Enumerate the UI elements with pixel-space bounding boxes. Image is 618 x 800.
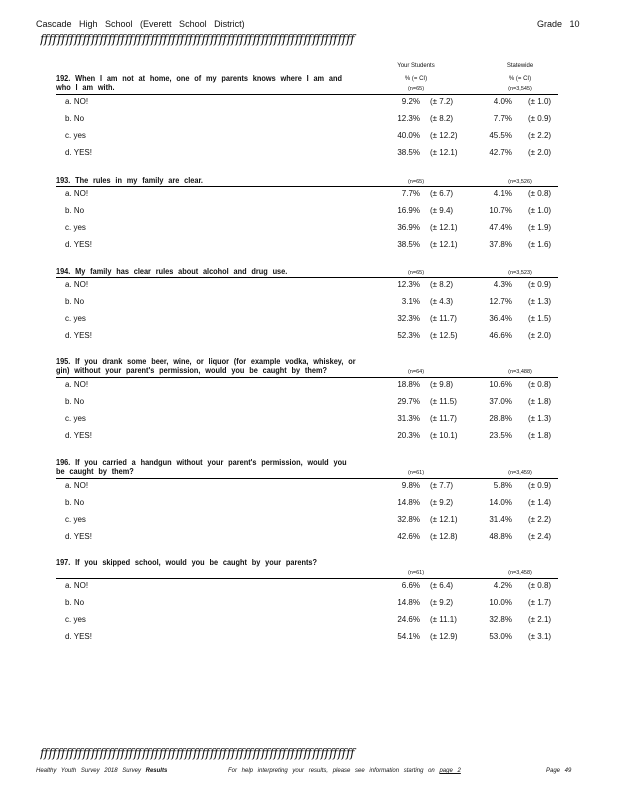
question-text: 196. If you carried a handgun without your parent's permission, would you be caught by them? bbox=[56, 458, 347, 476]
student-percent: 9.8% bbox=[401, 481, 420, 490]
footer-center: For help interpreting your results, please see information starting on page 2 bbox=[228, 768, 461, 774]
response-label: c. yes bbox=[65, 515, 86, 524]
response-label: b. No bbox=[65, 206, 85, 215]
statewide-percent: 7.7% bbox=[493, 114, 512, 123]
student-ci: (± 8.2) bbox=[430, 114, 454, 123]
n-statewide-label: (n=3,459) bbox=[508, 470, 532, 476]
student-percent: 42.6% bbox=[397, 532, 420, 541]
n-students-label: (n=61) bbox=[407, 470, 425, 476]
response-label: c. yes bbox=[65, 414, 86, 423]
n-statewide-label: (n=3,523) bbox=[508, 270, 532, 276]
question-divider bbox=[56, 377, 558, 378]
statewide-ci: (± 1.3) bbox=[528, 414, 552, 423]
response-label: a. NO! bbox=[65, 97, 89, 106]
statewide-percent: 14.0% bbox=[489, 498, 512, 507]
footer-left: Healthy Youth Survey 2018 Survey Results bbox=[36, 768, 168, 774]
statewide-ci: (± 2.0) bbox=[528, 331, 552, 340]
question-text: 192. When I am not at home, one of my parents knows where I am and who I am with. bbox=[56, 74, 342, 92]
statewide-percent: 28.8% bbox=[489, 414, 512, 423]
student-ci: (± 12.1) bbox=[430, 223, 458, 232]
response-label: c. yes bbox=[65, 314, 86, 323]
student-ci: (± 6.7) bbox=[430, 189, 454, 198]
student-percent: 6.6% bbox=[401, 581, 420, 590]
response-row bbox=[56, 189, 558, 201]
your-students-pct-header: % (= CI) bbox=[404, 76, 428, 82]
student-percent: 14.8% bbox=[397, 498, 420, 507]
student-percent: 36.9% bbox=[397, 223, 420, 232]
statewide-ci: (± 2.1) bbox=[528, 615, 552, 624]
response-label: d. YES! bbox=[65, 148, 92, 157]
question-divider bbox=[56, 186, 558, 187]
student-ci: (± 12.1) bbox=[430, 148, 458, 157]
statewide-ci: (± 0.8) bbox=[528, 380, 552, 389]
question-text: 193. The rules in my family are clear. bbox=[56, 176, 203, 185]
statewide-ci: (± 3.1) bbox=[528, 632, 552, 641]
student-percent: 12.3% bbox=[397, 114, 420, 123]
response-row bbox=[56, 515, 558, 527]
statewide-ci: (± 0.9) bbox=[528, 481, 552, 490]
student-ci: (± 9.2) bbox=[430, 598, 454, 607]
student-ci: (± 8.2) bbox=[430, 280, 454, 289]
statewide-ci: (± 1.0) bbox=[528, 206, 552, 215]
statewide-ci: (± 0.8) bbox=[528, 581, 552, 590]
statewide-ci: (± 1.8) bbox=[528, 397, 552, 406]
n-statewide-label: (n=3,488) bbox=[508, 369, 532, 375]
n-statewide-label: (n=3,458) bbox=[508, 570, 532, 576]
student-ci: (± 6.4) bbox=[430, 581, 454, 590]
statewide-ci: (± 1.7) bbox=[528, 598, 552, 607]
response-row bbox=[56, 581, 558, 593]
student-percent: 52.3% bbox=[397, 331, 420, 340]
response-row bbox=[56, 481, 558, 493]
statewide-ci: (± 0.9) bbox=[528, 280, 552, 289]
response-row bbox=[56, 114, 558, 126]
student-percent: 18.8% bbox=[397, 380, 420, 389]
response-row bbox=[56, 314, 558, 326]
question-divider bbox=[56, 94, 558, 95]
response-label: d. YES! bbox=[65, 532, 92, 541]
n-students-label: (n=65) bbox=[407, 270, 425, 276]
response-row bbox=[56, 131, 558, 143]
statewide-percent: 46.6% bbox=[489, 331, 512, 340]
student-percent: 14.8% bbox=[397, 598, 420, 607]
response-label: d. YES! bbox=[65, 331, 92, 340]
student-percent: 32.3% bbox=[397, 314, 420, 323]
statewide-percent: 4.1% bbox=[493, 189, 512, 198]
statewide-ci: (± 2.2) bbox=[528, 131, 552, 140]
response-row bbox=[56, 97, 558, 109]
grade-label: Grade 10 bbox=[537, 19, 580, 29]
response-row bbox=[56, 240, 558, 252]
student-ci: (± 7.2) bbox=[430, 97, 454, 106]
response-row bbox=[56, 380, 558, 392]
response-row bbox=[56, 331, 558, 343]
n-students-label: (n=65) bbox=[407, 86, 425, 92]
statewide-percent: 32.8% bbox=[489, 615, 512, 624]
decorative-rule-bottom: ffffffffffffffffffffffffffffffffffffffffffffffffffffffffffffffffffffffffff bbox=[40, 746, 355, 760]
response-label: b. No bbox=[65, 397, 85, 406]
question-divider bbox=[56, 578, 558, 579]
response-row bbox=[56, 414, 558, 426]
student-percent: 7.7% bbox=[401, 189, 420, 198]
statewide-ci: (± 0.9) bbox=[528, 114, 552, 123]
response-label: a. NO! bbox=[65, 380, 89, 389]
question-divider bbox=[56, 478, 558, 479]
response-label: b. No bbox=[65, 114, 85, 123]
response-label: b. No bbox=[65, 598, 85, 607]
statewide-percent: 4.2% bbox=[493, 581, 512, 590]
response-row bbox=[56, 148, 558, 160]
response-row bbox=[56, 297, 558, 309]
response-row bbox=[56, 431, 558, 443]
student-ci: (± 12.1) bbox=[430, 515, 458, 524]
student-ci: (± 12.5) bbox=[430, 331, 458, 340]
response-label: b. No bbox=[65, 498, 85, 507]
student-ci: (± 11.5) bbox=[430, 397, 457, 406]
n-students-label: (n=64) bbox=[407, 369, 425, 375]
question-divider bbox=[56, 277, 558, 278]
statewide-pct-header: % (= CI) bbox=[508, 76, 532, 82]
statewide-ci: (± 0.8) bbox=[528, 189, 552, 198]
response-label: d. YES! bbox=[65, 240, 92, 249]
student-ci: (± 11.7) bbox=[430, 314, 457, 323]
statewide-ci: (± 1.8) bbox=[528, 431, 552, 440]
student-percent: 54.1% bbox=[397, 632, 420, 641]
statewide-ci: (± 1.5) bbox=[528, 314, 552, 323]
response-label: c. yes bbox=[65, 131, 86, 140]
statewide-percent: 37.8% bbox=[489, 240, 512, 249]
school-header: Cascade High School (Everett School District) bbox=[36, 19, 245, 29]
response-label: d. YES! bbox=[65, 632, 92, 641]
your-students-header: Your Students bbox=[397, 63, 435, 69]
response-row bbox=[56, 615, 558, 627]
student-ci: (± 9.4) bbox=[430, 206, 454, 215]
student-ci: (± 11.1) bbox=[430, 615, 457, 624]
response-label: b. No bbox=[65, 297, 85, 306]
response-row bbox=[56, 223, 558, 235]
student-percent: 9.2% bbox=[401, 97, 420, 106]
response-label: d. YES! bbox=[65, 431, 92, 440]
student-ci: (± 12.8) bbox=[430, 532, 458, 541]
response-row bbox=[56, 632, 558, 644]
statewide-ci: (± 2.2) bbox=[528, 515, 552, 524]
statewide-ci: (± 1.6) bbox=[528, 240, 552, 249]
n-students-label: (n=65) bbox=[407, 179, 425, 185]
statewide-percent: 10.6% bbox=[489, 380, 512, 389]
statewide-percent: 31.4% bbox=[489, 515, 512, 524]
student-percent: 40.0% bbox=[397, 131, 420, 140]
question-text: 195. If you drank some beer, wine, or liquor (for example vodka, whiskey, or gin) without your parent's permission, would you be caught by them? bbox=[56, 357, 356, 375]
statewide-ci: (± 1.3) bbox=[528, 297, 552, 306]
response-label: a. NO! bbox=[65, 280, 89, 289]
student-ci: (± 12.9) bbox=[430, 632, 458, 641]
student-percent: 29.7% bbox=[397, 397, 420, 406]
statewide-ci: (± 2.4) bbox=[528, 532, 552, 541]
statewide-percent: 10.7% bbox=[489, 206, 512, 215]
n-statewide-label: (n=3,545) bbox=[508, 86, 532, 92]
student-ci: (± 4.3) bbox=[430, 297, 454, 306]
page-link[interactable]: page 2 bbox=[439, 768, 461, 774]
response-row bbox=[56, 532, 558, 544]
question-text: 197. If you skipped school, would you be caught by your parents? bbox=[56, 558, 318, 567]
response-label: a. NO! bbox=[65, 189, 89, 198]
student-ci: (± 9.8) bbox=[430, 380, 454, 389]
statewide-percent: 4.0% bbox=[493, 97, 512, 106]
student-percent: 12.3% bbox=[397, 280, 420, 289]
student-percent: 16.9% bbox=[397, 206, 420, 215]
response-row bbox=[56, 280, 558, 292]
statewide-ci: (± 1.4) bbox=[528, 498, 552, 507]
response-label: a. NO! bbox=[65, 581, 89, 590]
response-label: c. yes bbox=[65, 615, 86, 624]
response-label: c. yes bbox=[65, 223, 86, 232]
statewide-percent: 5.8% bbox=[493, 481, 512, 490]
student-percent: 38.5% bbox=[397, 240, 420, 249]
response-row bbox=[56, 397, 558, 409]
statewide-percent: 42.7% bbox=[489, 148, 512, 157]
student-ci: (± 11.7) bbox=[430, 414, 457, 423]
student-percent: 20.3% bbox=[397, 431, 420, 440]
footer-page-number: Page 49 bbox=[546, 768, 572, 774]
n-statewide-label: (n=3,526) bbox=[508, 179, 532, 185]
student-ci: (± 9.2) bbox=[430, 498, 454, 507]
decorative-rule-top: ffffffffffffffffffffffffffffffffffffffffffffffffffffffffffffffffffffffffff bbox=[40, 32, 355, 46]
student-percent: 38.5% bbox=[397, 148, 420, 157]
student-percent: 31.3% bbox=[397, 414, 420, 423]
question-text: 194. My family has clear rules about alcohol and drug use. bbox=[56, 267, 288, 276]
statewide-ci: (± 2.0) bbox=[528, 148, 552, 157]
statewide-percent: 10.0% bbox=[489, 598, 512, 607]
response-row bbox=[56, 206, 558, 218]
student-percent: 3.1% bbox=[401, 297, 420, 306]
statewide-percent: 37.0% bbox=[489, 397, 512, 406]
statewide-percent: 53.0% bbox=[489, 632, 512, 641]
statewide-percent: 12.7% bbox=[489, 297, 512, 306]
response-label: a. NO! bbox=[65, 481, 89, 490]
response-row bbox=[56, 598, 558, 610]
statewide-ci: (± 1.9) bbox=[528, 223, 552, 232]
statewide-header: Statewide bbox=[506, 63, 534, 69]
statewide-percent: 4.3% bbox=[493, 280, 512, 289]
n-students-label: (n=61) bbox=[407, 570, 425, 576]
statewide-percent: 48.8% bbox=[489, 532, 512, 541]
statewide-percent: 45.5% bbox=[489, 131, 512, 140]
statewide-percent: 47.4% bbox=[489, 223, 512, 232]
statewide-percent: 23.5% bbox=[489, 431, 512, 440]
statewide-ci: (± 1.0) bbox=[528, 97, 552, 106]
student-ci: (± 12.1) bbox=[430, 240, 458, 249]
student-ci: (± 7.7) bbox=[430, 481, 454, 490]
response-row bbox=[56, 498, 558, 510]
student-ci: (± 12.2) bbox=[430, 131, 458, 140]
student-percent: 24.6% bbox=[397, 615, 420, 624]
statewide-percent: 36.4% bbox=[489, 314, 512, 323]
student-ci: (± 10.1) bbox=[430, 431, 458, 440]
student-percent: 32.8% bbox=[397, 515, 420, 524]
